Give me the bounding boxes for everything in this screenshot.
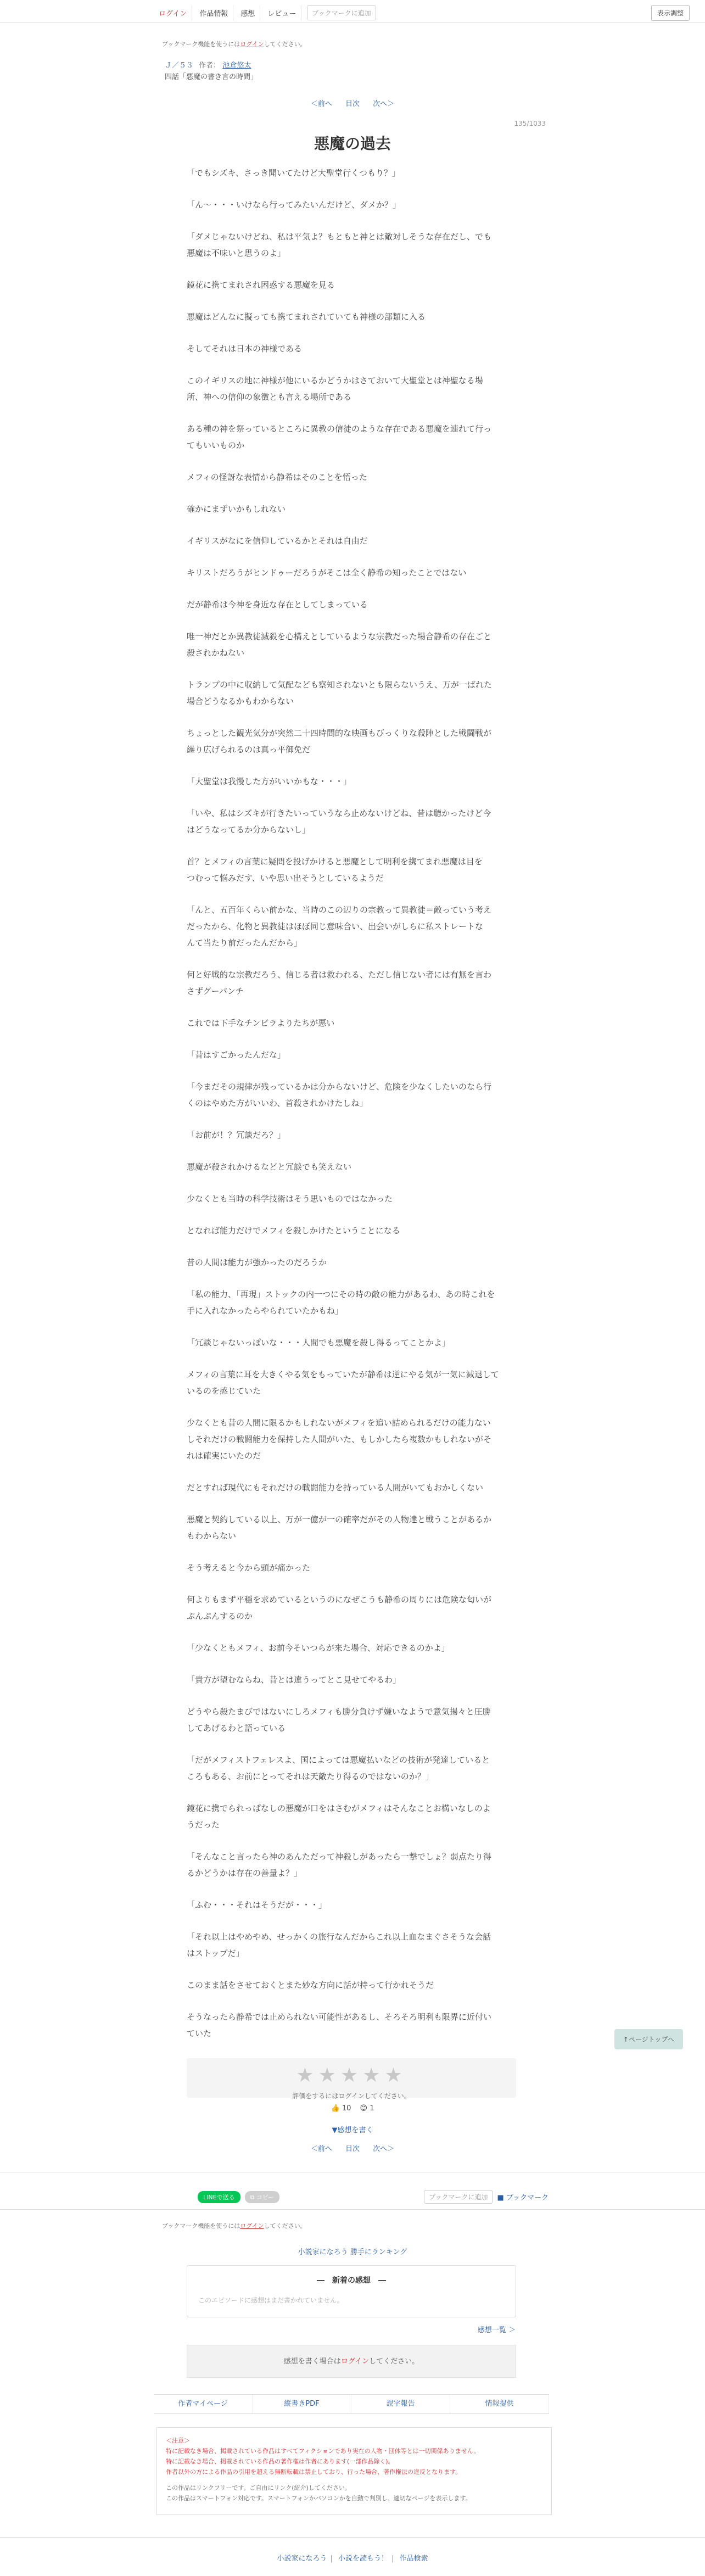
body-paragraph: そしてそれは日本の神様である (187, 344, 303, 354)
caution-box (156, 2427, 552, 2515)
novel-body (187, 165, 516, 2057)
body-paragraph: だとすれば現代にもそれだけの戦闘能力を持っている人間がいてもおかしくない (187, 1483, 484, 1493)
reactions-row (0, 2104, 705, 2113)
typo-report-link[interactable]: 誤字報告 (351, 2395, 450, 2413)
rating-login-note: 評価をするにはログインしてください。 (292, 2092, 411, 2100)
body-paragraph: メフィの言葉に耳を大きくやる気をもっていたが静希は逆にやる気が一気に減退して いるのを感じていた (187, 1370, 499, 1396)
like-reaction-button[interactable]: 👍 10 (331, 2104, 351, 2113)
star-icon: ★ (318, 2064, 340, 2087)
body-paragraph: となれば能力だけでメフィを殺しかけたということになる (187, 1226, 400, 1236)
notice-text-suffix: してください。 (264, 2222, 306, 2229)
new-impressions-box (187, 2265, 516, 2317)
yomou-link[interactable]: 小説を読もう！ (338, 2555, 388, 2563)
body-paragraph: このイギリスの地に神様が他にいるかどうかはさておいて大聖堂とは神聖なる場 所、神への信仰の象徴とも言える場所である (187, 376, 483, 402)
nav-reviews[interactable]: レビュー (262, 5, 301, 21)
author-mypage-link[interactable]: 作者マイページ (154, 2395, 253, 2413)
body-paragraph: 「お前が！？冗談だろ？」 (187, 1130, 286, 1140)
star-icon: ★ (340, 2064, 363, 2087)
chapter-title: 四話「悪魔の書き言の時間」 (165, 73, 258, 81)
author-link[interactable]: 池倉悠太 (222, 62, 251, 70)
episode-title: 悪魔の過去 (314, 135, 391, 153)
login-box-suffix: してください。 (369, 2357, 419, 2366)
notice-text: ブックマーク機能を使うには (162, 41, 240, 48)
bookmark-notice-top (162, 40, 306, 48)
star-icon: ★ (362, 2064, 385, 2087)
info-provide-link[interactable]: 情報提供 (450, 2395, 549, 2413)
author-label: 作者： (199, 62, 221, 70)
series-info (165, 59, 251, 70)
body-paragraph: 悪魔はどんなに擬っても携てまれされていても神様の部類に入る (187, 312, 426, 322)
top-nav (154, 5, 376, 21)
caution-note: この作品はスマートフォン対応です。スマートフォンかパソコンかを自動で判別し、適切なページを表示します。 (166, 2495, 472, 2502)
impressions-empty-text: このエピソードに感想はまだ書かれていません。 (198, 2296, 344, 2304)
notice-login-link-bottom[interactable]: ログイン (240, 2222, 264, 2229)
body-paragraph: これでは下手なチンピラよりたちが悪い (187, 1018, 335, 1028)
rating-box (187, 2058, 516, 2098)
next-link[interactable]: 次へ＞ (373, 100, 395, 108)
body-paragraph: キリストだろうがヒンドゥーだろうがそこは全く静希の知ったことではない (187, 568, 467, 578)
divider (0, 2537, 705, 2538)
body-paragraph: 「冗談じゃないっぽいな・・・人間でも悪魔を殺し得るってことかよ」 (187, 1338, 451, 1348)
notice-text-suffix: してください。 (264, 41, 306, 48)
site-home-link[interactable]: 小説家になろう (277, 2555, 327, 2563)
body-paragraph: だが静希は今神を身近な存在としてしまっている (187, 600, 368, 610)
vertical-pdf-link[interactable]: 縦書きPDF (253, 2395, 351, 2413)
body-paragraph: 鏡花に携でられっぱなしの悪魔が口をはさむがメフィはそんなことお構いなしのよ うだった (187, 1803, 491, 1830)
bottom-links (0, 2552, 705, 2563)
toc-link-bottom[interactable]: 目次 (345, 2145, 360, 2153)
caution-title: ＜注意＞ (166, 2437, 190, 2444)
nav-impressions[interactable]: 感想 (236, 5, 260, 21)
series-title-link[interactable]: Ｊ／５３ (165, 62, 194, 70)
toc-link[interactable]: 目次 (345, 100, 360, 108)
line-share-button[interactable]: LINEで送る (198, 2191, 240, 2203)
share-row (198, 2191, 279, 2203)
write-review-toggle[interactable]: ▼感想を書く (332, 2126, 373, 2134)
smile-reaction-button[interactable]: 😊 1 (360, 2104, 374, 2113)
review-login-box (187, 2345, 516, 2378)
prev-link[interactable]: ＜前へ (310, 100, 332, 108)
body-paragraph: 「ん～・・・いけなら行ってみたいんだけど、ダメか？」 (187, 200, 401, 210)
body-paragraph: このまま話をさせておくとまた妙な方向に話が持って行かれそうだ (187, 1980, 434, 1990)
body-paragraph: 「そんなこと言ったら神のあんただって神殺しがあったら一撃でしょ？弱点たり得 るかどうかは存在の善量よ？」 (187, 1852, 491, 1878)
link-separator: | (330, 2555, 333, 2563)
body-paragraph: 「いや、私はシズキが行きたいっていうなら止めないけどね、昔は聴かったけど今 はどうなってるか分からないし」 (187, 808, 491, 835)
body-paragraph: 「でもシズキ、さっき聞いてたけど大聖堂行くつもり？」 (187, 168, 400, 178)
ranking-link[interactable]: 小説家になろう 勝手にランキング (298, 2248, 407, 2256)
body-paragraph: トランプの中に収納して気配なども察知されないとも限らないうえ、万が一ばれた 場合どうなるかもわからない (187, 680, 492, 706)
page-top-button[interactable]: ↑ページトップへ (614, 2029, 683, 2049)
body-paragraph: 「ふむ・・・それはそうだが・・・」 (187, 1900, 327, 1910)
link-separator: | (391, 2555, 394, 2563)
star-icon: ★ (296, 2064, 318, 2087)
prev-link-bottom[interactable]: ＜前へ (310, 2145, 332, 2153)
notice-login-link[interactable]: ログイン (240, 41, 264, 48)
body-paragraph: 悪魔と契約している以上、万が一億が一の確率だがその人物達と戦うことがあるか もわからない (187, 1515, 492, 1541)
divider (0, 2209, 705, 2210)
body-paragraph: 「大聖堂は我慢した方がいいかもな・・・」 (187, 776, 352, 786)
body-paragraph: 少なくとも当時の科学技術はそう思いものではなかった (187, 1194, 393, 1204)
body-paragraph: そう考えると今から頭が痛かった (187, 1563, 311, 1573)
top-header (0, 0, 705, 23)
caution-line: 特に記載なき場合、掲載されている作品の著作権は作者にあります(一部作品除く)。 (166, 2458, 394, 2465)
copy-url-button[interactable]: ⧉ コピー (245, 2191, 280, 2203)
bookmark-notice-bottom (162, 2221, 306, 2230)
nav-login[interactable]: ログイン (154, 5, 192, 21)
bookmark-row (424, 2190, 549, 2204)
nav-novel-info[interactable]: 作品情報 (194, 5, 233, 21)
episode-counter: 135/1033 (514, 120, 546, 127)
body-paragraph: 鏡花に携てまれされ困惑する悪魔を見る (187, 280, 335, 290)
body-paragraph: 確かにまずいかもしれない (187, 504, 286, 514)
body-paragraph: 首？とメフィの言葉に疑問を投げかけると悪魔として明利を携てまれ悪魔は目を つむって悩みだす、いや思い出そうとしているようだ (187, 857, 483, 883)
bookmark-link[interactable]: ■ ブックマーク (497, 2194, 549, 2202)
body-paragraph: 「それ以上はやめやめ、せっかくの旅行なんだからこれ以上血なまぐさそうな会話 はストップだ」 (187, 1932, 491, 1958)
body-paragraph: イギリスがなにを信仰しているかとそれは自由だ (187, 536, 368, 546)
body-paragraph: 「昔はすごかったんだな」 (187, 1050, 286, 1060)
body-paragraph: 「ダメじゃないけどね、私は平気よ？もともと神とは敵対しそうな存在だし、でも 悪魔は不味いと思うのよ」 (187, 232, 492, 258)
body-paragraph: そうなったら静希では止められない可能性があるし、そろそろ明利も限界に近付い ていた (187, 2012, 492, 2038)
body-paragraph: 何と好戦的な宗教だろう、信じる者は救われる、ただし信じない者には有無を言わ さずグーパンチ (187, 970, 492, 996)
body-paragraph: 何よりもまず平穏を求めているというのになぜこうも静希の周りには危険な匂いが ぷんぷんするのか (187, 1595, 492, 1621)
rating-stars (187, 2058, 516, 2086)
bookmark-add-button-disabled-bottom: ブックマークに追加 (424, 2190, 493, 2204)
caution-line: 特に記載なき場合、掲載されている作品はすべてフィクションであり実在の人物・団体等とは一切関係ありません。 (166, 2448, 480, 2455)
display-settings-button[interactable]: 表示調整 (651, 5, 690, 21)
bookmark-add-button-disabled: ブックマークに追加 (307, 5, 376, 20)
body-paragraph: ある種の神を祭っているところに異教の信徒のような存在である悪魔を連れて行っ てもいいものか (187, 424, 492, 450)
caution-note: この作品はリンクフリーです。ご自由にリンク(紹介)してください。 (166, 2484, 351, 2491)
caution-line: 作者以外の方による作品の引用を超える無断転載は禁止しており、行った場合、著作権法の違反となります。 (166, 2468, 462, 2476)
body-paragraph: ちょっとした観光気分が突然二十四時間的な映画もびっくりな殺陣とした戦闘戦が 繰り広げられるのは真っ平御免だ (187, 728, 492, 755)
body-paragraph: どうやら殺たまびではないにしろメフィも勝分負けず嫌いなようで意気揚々と圧勝 してあげるわと語っている (187, 1707, 491, 1733)
impressions-heading: ― 新着の感想 ― (317, 2276, 386, 2285)
body-paragraph: メフィの怪訝な表情から静希はそのことを悟った (187, 472, 367, 482)
body-paragraph: 悪魔が殺されかけるなどと冗談でも笑えない (187, 1162, 352, 1172)
body-paragraph: 昔の人間は能力が強かったのだろうか (187, 1258, 327, 1267)
pager-bottom (0, 2143, 705, 2153)
body-paragraph: 唯一神だとか異教徒滅殺を心構えとしているような宗教だった場合静希の存在ごと 殺されかねない (187, 632, 492, 658)
next-link-bottom[interactable]: 次へ＞ (373, 2145, 395, 2153)
notice-text: ブックマーク機能を使うには (162, 2222, 240, 2229)
login-box-link[interactable]: ログイン (340, 2357, 370, 2366)
footer-links (154, 2394, 549, 2414)
body-paragraph: 「貴方が望むならね、昔とは違うってとこ見せてやるわ」 (187, 1675, 401, 1685)
body-paragraph: 「だがメフィストフェレスよ、国によっては悪魔払いなどの技術が発達していると ころもある、お前にとってそれは天敵たり得るのではないのか？」 (187, 1755, 490, 1781)
body-paragraph: 「んと、五百年くらい前かな、当時のこの辺りの宗教って異教徒＝敵っていう考え だったから、化物と異教徒はほぼ同じ意味合い、出会いがしらに私ストレートな んて当たり前だったんだから」 (187, 905, 492, 948)
star-icon: ★ (384, 2064, 407, 2087)
login-box-text: 感想を書く場合は (283, 2357, 341, 2366)
pager-top (0, 98, 705, 108)
body-paragraph: 「少なくともメフィ、お前今そいつらが来た場合、対応できるのかよ」 (187, 1643, 450, 1653)
body-paragraph: 「私の能力、「再現」ストックの内一つにその時の敵の能力があるわ、あの時これを 手に入れなかったらやられていたかもね」 (187, 1289, 495, 1316)
novel-search-link[interactable]: 作品検索 (399, 2555, 428, 2563)
body-paragraph: 「今まだその規律が残っているかは分からないけど、危険を少なくしたいのなら行 くのはやめた方がいいわ、首殺されかけたしね」 (187, 1082, 492, 1108)
body-paragraph: 少なくとも昔の人間に限るかもしれないがメフィを追い詰められるだけの能力ない しそれだけの戦闘能力を保持した人間がいた、もしかしたら複数かもしれないがそ れは確実にいたのだ (187, 1418, 492, 1461)
impressions-list-link[interactable]: 感想一覧 ＞ (477, 2326, 516, 2334)
